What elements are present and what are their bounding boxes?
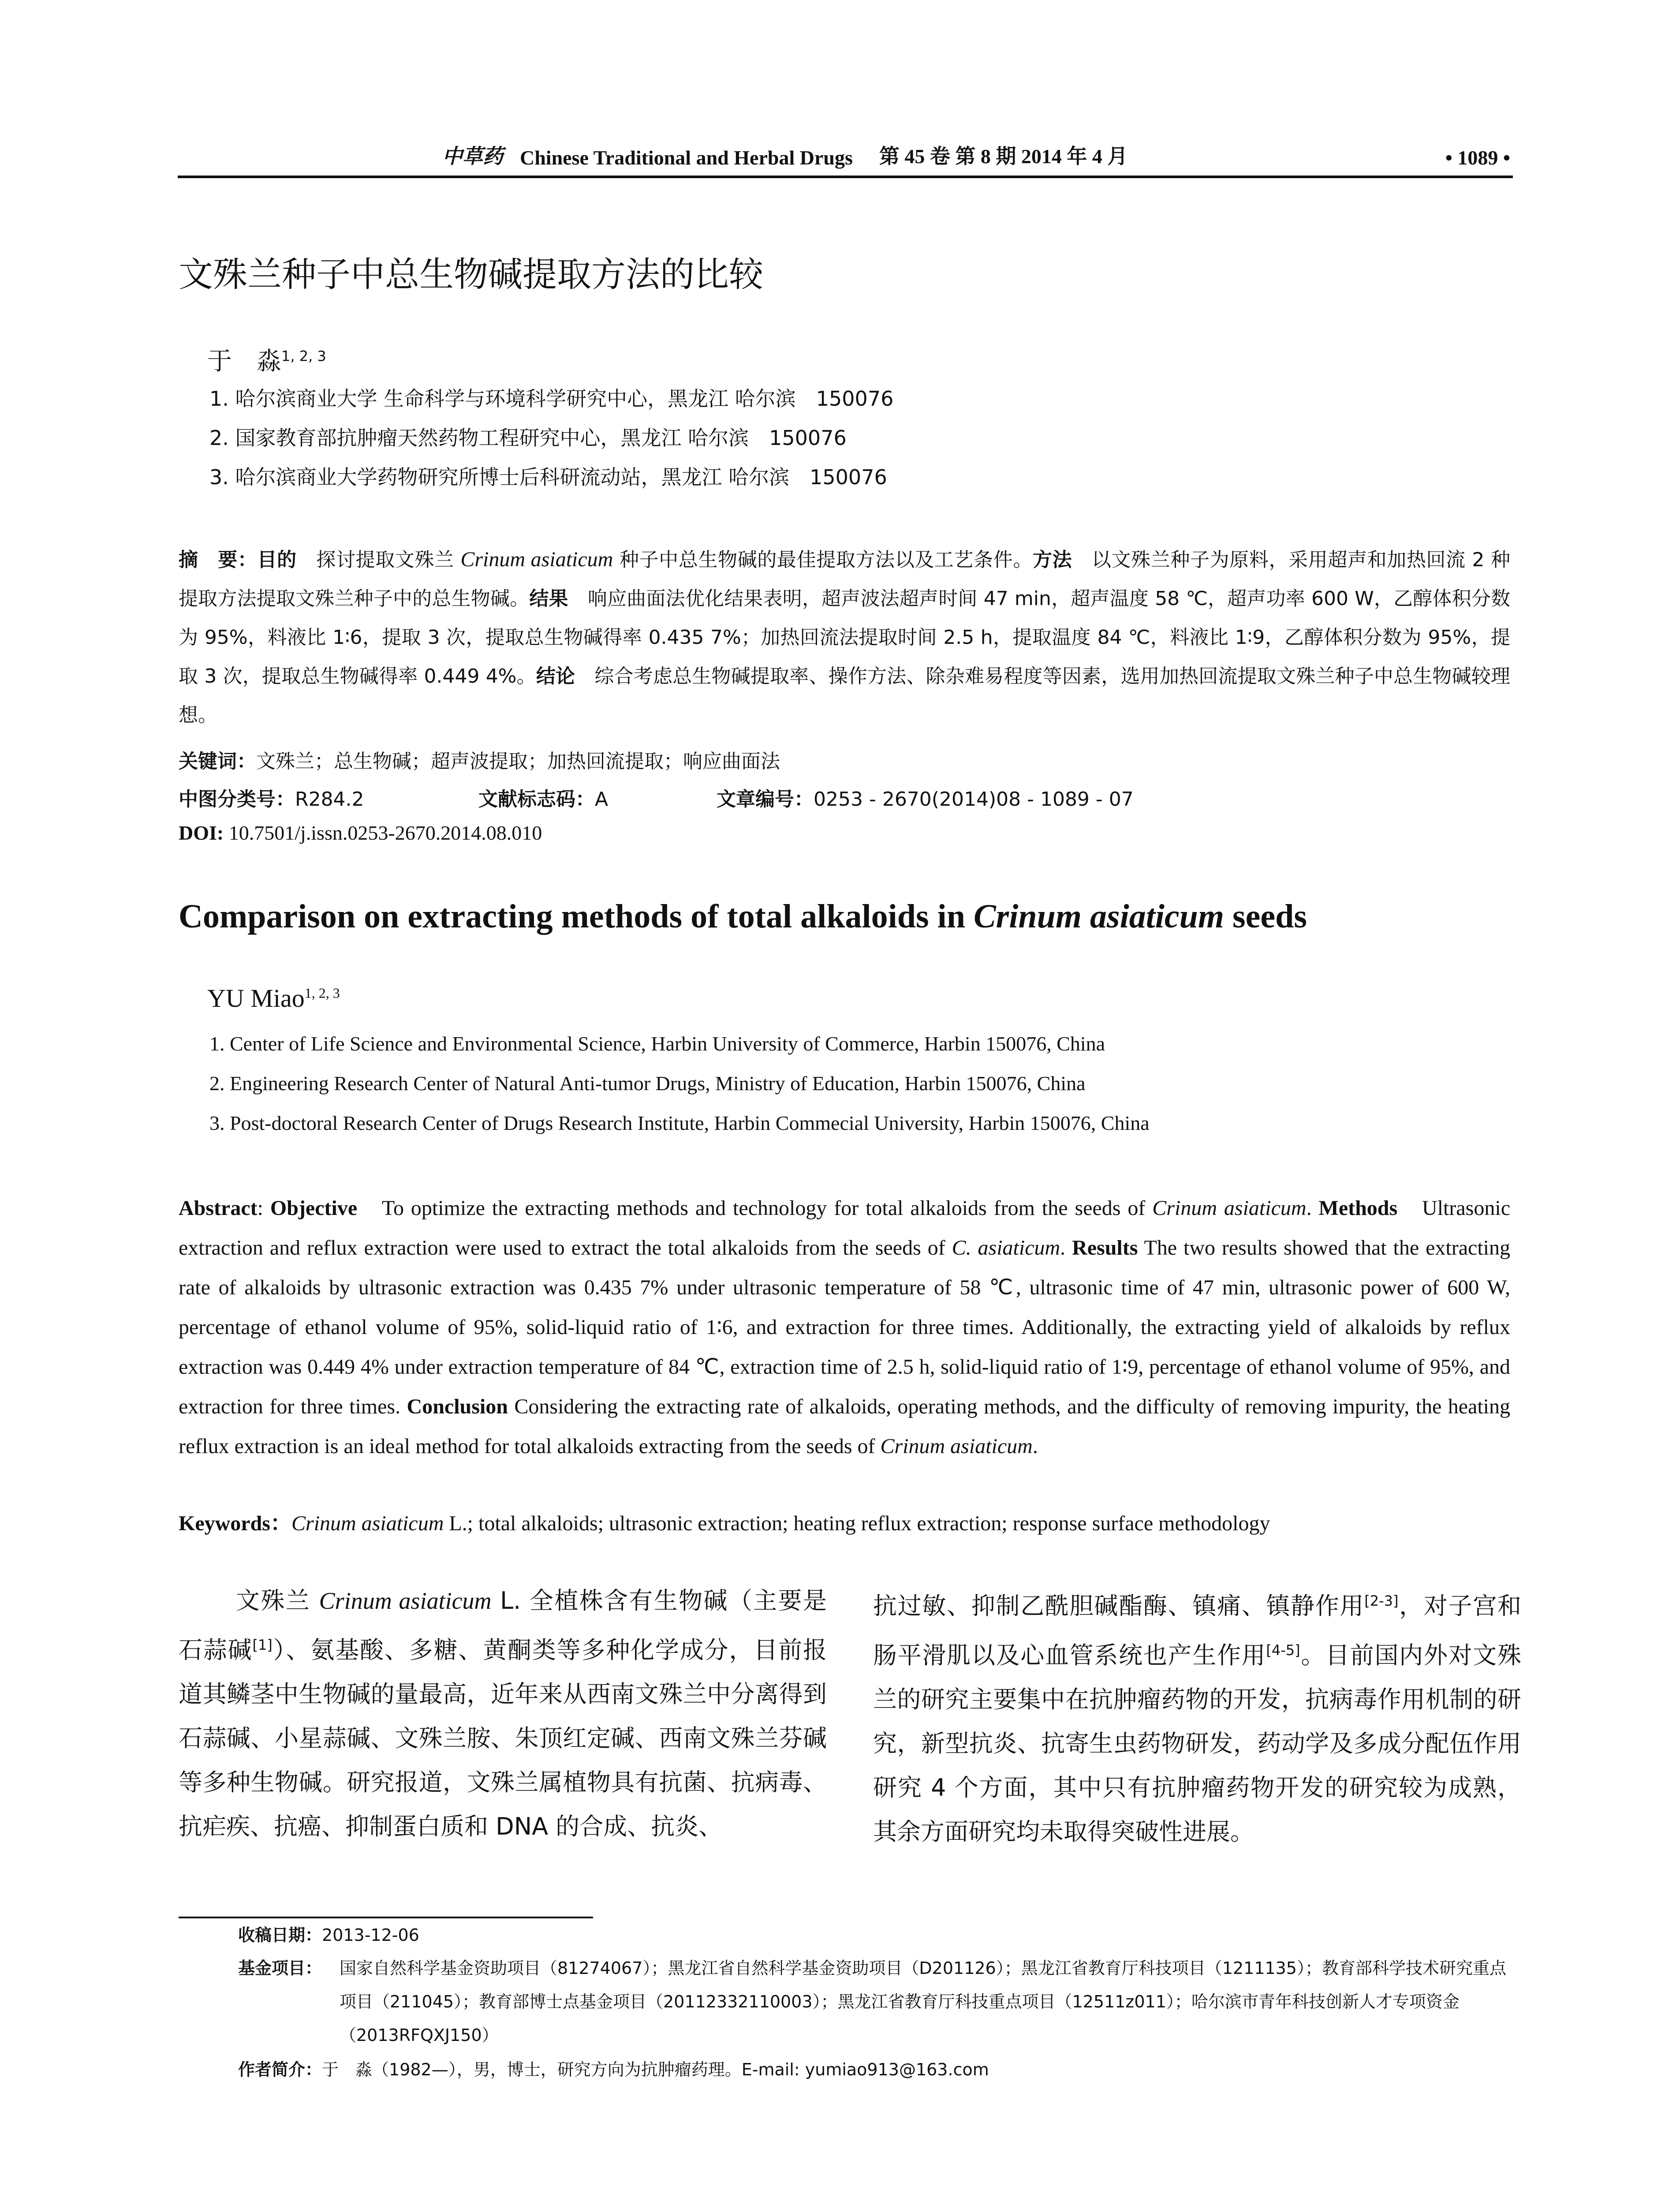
english-keywords: Keywords：Crinum asiaticum L.; total alkaloids; ultrasonic extraction; heating reflux extraction; response surface methodology — [179, 1512, 1270, 1535]
body-column-left: 文殊兰 Crinum asiaticum L. 全植株含有生物碱（主要是石蒜碱[1]）、氨基酸、多糖、黄酮类等多种化学成分，目前报道其鳞茎中生物碱的量最高，近年来从西南文殊兰中分离得到石蒜碱、小星蒜碱、文殊兰胺、朱顶红定碱、西南文殊兰芬碱等多种生物碱。研究报道，文殊兰属植物具有抗菌、抗病毒、抗疟疾、抗癌、抑制蛋白质和 DNA 的合成、抗炎、 — [179, 1587, 827, 1840]
chinese-abstract: 摘 要：目的 探讨提取文殊兰 Crinum asiaticum 种子中总生物碱的最佳提取方法以及工艺条件。方法 以文殊兰种子为原料，采用超声和加热回流 2 种提取方法提取文殊兰种子中的总生物碱。结果 响应曲面法优化结果表明，超声波法超声时间 47 min，超声温度 58 ℃，超声功率 600 W，乙醇体积分数为 95%，料液比 1∶6，提取 3 次，提取总生物碱得率 0.435 7%；加热回流法提取时间 2.5 h，提取温度 84 ℃，料液比 1∶9，乙醇体积分数为 95%，提取 3 次，提取总生物碱得率 0.449 4%。结论 综合考虑总生物碱提取率、操作方法、除杂难易程度等因素，选用加热回流提取文殊兰种子中总生物碱较理想。 — [179, 548, 1511, 726]
chinese-keywords: 关键词：文殊兰；总生物碱；超声波提取；加热回流提取；响应曲面法 — [179, 750, 780, 773]
running-header — [178, 140, 1513, 178]
issue-info: 第 45 卷 第 8 期 2014 年 4 月 — [879, 145, 1128, 168]
english-abstract: Abstract: Objective To optimize the extracting methods and technology for total alkaloids from the seeds of Crinum asiaticum. Methods Ultrasonic extraction and reflux extraction were used to extract the total alkaloids from the seeds of C. asiaticum. Results The two results showed that the extracting rate of alkaloids by ultrasonic extraction was 0.435 7% under ultrasonic temperature of 58 ℃, ultrasonic time of 47 min, ultrasonic power of 600 W, percentage of ethanol volume of 95%, solid-liquid ratio of 1∶6, and extraction for three times. Additionally, the extracting yield of alkaloids by reflux extraction was 0.449 4% under extraction temperature of 84 ℃, extraction time of 2.5 h, solid-liquid ratio of 1∶9, percentage of ethanol volume of 95%, and extraction for three times. Conclusion Considering the extracting rate of alkaloids, operating methods, and the difficulty of removing impurity, the heating reflux extraction is an ideal method for total alkaloids extracting from the seeds of Crinum asiaticum. — [179, 1196, 1511, 1458]
journal-name: Chinese Traditional and Herbal Drugs — [520, 146, 853, 169]
footnote-author-bio: 作者简介：于 淼（1982—），男，博士，研究方向为抗肿瘤药理。E-mail: yumiao913@163.com — [238, 2060, 989, 2079]
chinese-author: 于 淼$^{1, 2, 3}$ — [207, 347, 326, 376]
english-affiliation-3: 3. Post-doctoral Research Center of Drugs Research Institute, Harbin Commecial University, Harbin 150076, China — [209, 1112, 1150, 1134]
footnote-funding: 基金项目： 国家自然科学基金资助项目（81274067）；黑龙江省自然科学基金资助项目（D201126）；黑龙江省教育厅科技项目（1211135）；教育部科学技术研究重点项目（211045）；教育部博士点基金项目（20112332110003）；黑龙江省教育厅科技重点项目（12511z011）；哈尔滨市青年科技创新人才专项资金（2013RFQXJ150） — [238, 1958, 1506, 2045]
classification-line: 中图分类号：R284.2 文献标志码：A 文章编号：0253 - 2670(2014)08 - 1089 - 07 — [179, 788, 1134, 811]
page-number: • 1089 • — [1445, 146, 1510, 169]
english-title: Comparison on extracting methods of total alkaloids in Crinum asiaticum seeds — [179, 898, 1307, 935]
chinese-affiliation-2: 2. 国家教育部抗肿瘤天然药物工程研究中心，黑龙江 哈尔滨 150076 — [209, 426, 847, 450]
chinese-affiliation-1: 1. 哈尔滨商业大学 生命科学与环境科学研究中心，黑龙江 哈尔滨 150076 — [209, 387, 894, 411]
chinese-title: 文殊兰种子中总生物碱提取方法的比较 — [179, 255, 764, 295]
chinese-affiliation-3: 3. 哈尔滨商业大学药物研究所博士后科研流动站，黑龙江 哈尔滨 150076 — [209, 465, 887, 489]
journal-logo: 中草药 — [442, 145, 503, 168]
footnote-received: 收稿日期：2013-12-06 — [238, 1925, 419, 1945]
english-affiliation-2: 2. Engineering Research Center of Natural Anti-tumor Drugs, Ministry of Education, Harbin 150076, China — [209, 1072, 1086, 1095]
english-affiliation-1: 1. Center of Life Science and Environmental Science, Harbin University of Commerce, Harbin 150076, China — [209, 1032, 1105, 1055]
body-column-right: 抗过敏、抑制乙酰胆碱酯酶、镇痛、镇静作用[2-3]，对子宫和肠平滑肌以及心血管系统也产生作用[4-5]。目前国内外对文殊兰的研究主要集中在抗肿瘤药物的开发，抗病毒作用机制的研究，新型抗炎、抗寄生虫药物研发，药动学及多成分配伍作用研究 4 个方面，其中只有抗肿瘤药物开发的研究较为成熟，其余方面研究均未取得突破性进展。 — [873, 1592, 1522, 1846]
english-author: YU Miao$^{1, 2, 3}$ — [207, 984, 340, 1013]
doi: DOI: 10.7501/j.issn.0253-2670.2014.08.010 — [179, 822, 542, 844]
